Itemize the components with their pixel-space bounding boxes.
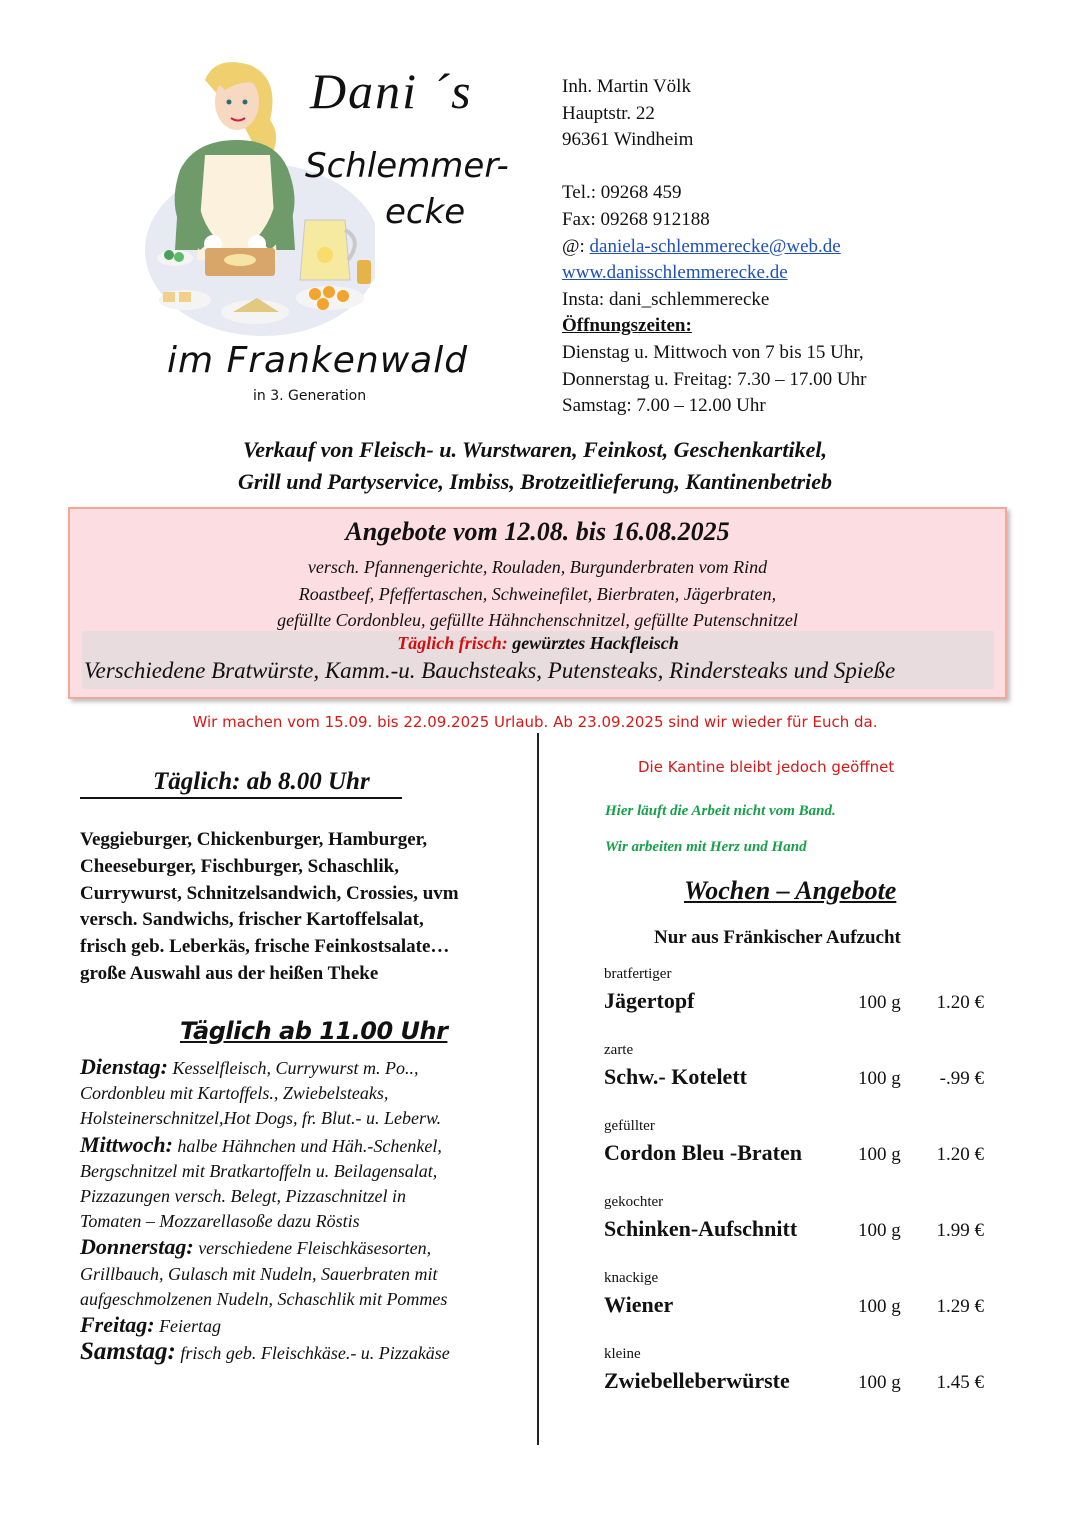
product-item [604, 1042, 1004, 1118]
menu-line: versch. Sandwichs, frischer Kartoffelsalat, [80, 909, 424, 931]
weekday-text-cont: Holsteinerschnitzel,Hot Dogs, fr. Blut.- u. Leberw. [80, 1108, 442, 1129]
product-description: zarte [604, 1042, 634, 1058]
weekday-name: Samstag: [80, 1338, 176, 1366]
product-unit: 100 g [858, 1372, 901, 1393]
product-price: 1.99 € [936, 1220, 984, 1241]
street: Hauptstr. 22 [562, 102, 655, 124]
weekday-text-cont: Tomaten – Mozzarellasoße dazu Röstis [80, 1211, 360, 1232]
daily-title [80, 768, 402, 799]
weekday-menu [80, 1054, 536, 1366]
product-price: 1.20 € [936, 1144, 984, 1165]
city: 96361 Windheim [562, 129, 694, 151]
product-item [604, 1346, 1004, 1422]
logo-title-schlemmer: Schlemmer- [305, 146, 509, 186]
website-link[interactable]: www.danisschlemmerecke.de [562, 262, 788, 284]
product-name: Schw.- Kotelett [604, 1064, 747, 1089]
daily-menu [80, 827, 530, 988]
email-prefix: @: [562, 235, 590, 257]
opening-hours-line: Dienstag u. Mittwoch von 7 bis 15 Uhr, [562, 341, 864, 363]
offer-box [68, 507, 1007, 699]
product-name: Wiener [604, 1292, 674, 1317]
website-line [562, 260, 982, 287]
logo-title-ecke: ecke [385, 192, 466, 232]
email-link[interactable]: daniela-schlemmerecke@web.de [589, 235, 841, 257]
product-price: 1.20 € [936, 992, 984, 1013]
weekday-text-cont: Pizzazungen versch. Belegt, Pizzaschnitzel in [80, 1186, 406, 1207]
product-list [604, 966, 1004, 1422]
daily-title-text: Täglich: ab 8.00 Uhr [153, 768, 370, 795]
menu-line: große Auswahl aus der heißen Theke [80, 962, 379, 984]
weekday-name: Donnerstag: [80, 1234, 194, 1260]
product-unit: 100 g [858, 1296, 901, 1317]
daily-fresh-item: gewürztes Hackfleisch [507, 633, 679, 653]
product-item [604, 1194, 1004, 1270]
weekday-text: halbe Hähnchen und Häh.-Schenkel, [172, 1135, 442, 1156]
product-name: Zwiebelleberwürste [604, 1368, 790, 1393]
product-description: kleine [604, 1346, 641, 1362]
product-item [604, 1270, 1004, 1346]
tagline [0, 434, 1070, 498]
weekday-name: Freitag: [80, 1312, 155, 1338]
vacation-notice: Wir machen vom 15.09. bis 22.09.2025 Urlaub. Ab 23.09.2025 sind wir wieder für Euch da. [192, 713, 878, 731]
daily-fresh-line [82, 633, 994, 654]
product-description: knackige [604, 1270, 659, 1286]
product-price: -.99 € [939, 1068, 984, 1089]
offer-line: gefüllte Cordonbleu, gefüllte Hähnchenschnitzel, gefüllte Putenschnitzel [277, 610, 798, 630]
weekday-entry [80, 1339, 536, 1366]
product-price: 1.29 € [936, 1296, 984, 1317]
motto-line: Wir arbeiten mit Herz und Hand [605, 839, 807, 855]
weekday-entry [80, 1234, 536, 1261]
lunch-title: Täglich ab 11.00 Uhr [180, 1017, 448, 1045]
column-divider [537, 733, 539, 1445]
daily-fresh-label: Täglich frisch: [397, 633, 508, 653]
logo-generation: in 3. Generation [253, 388, 367, 404]
product-unit: 100 g [858, 1144, 901, 1165]
weekly-offers-title: Wochen – Angebote [684, 876, 897, 905]
weekday-entry [80, 1054, 536, 1081]
motto-line: Hier läuft die Arbeit nicht vom Band. [605, 803, 836, 819]
tagline-line: Verkauf von Fleisch- u. Wurstwaren, Feinkost, Geschenkartikel, [243, 437, 827, 462]
canteen-notice: Die Kantine bleibt jedoch geöffnet [638, 758, 895, 776]
opening-hours-title: Öffnungszeiten: [562, 315, 692, 337]
email-line [562, 234, 982, 261]
product-description: bratfertiger [604, 966, 672, 982]
contact-block [562, 74, 982, 420]
weekday-text: frisch geb. Fleischkäse.- u. Pizzakäse [175, 1343, 450, 1364]
weekday-text-cont: Bergschnitzel mit Bratkartoffeln u. Beilagensalat, [80, 1160, 438, 1181]
opening-hours-line: Donnerstag u. Freitag: 7.30 – 17.00 Uhr [562, 368, 867, 390]
logo-title-frankenwald: im Frankenwald [167, 340, 469, 381]
product-description: gefüllter [604, 1118, 655, 1134]
product-name: Schinken-Aufschnitt [604, 1216, 798, 1241]
product-name: Cordon Bleu -Braten [604, 1140, 802, 1165]
product-unit: 100 g [858, 1068, 901, 1089]
offer-title: Angebote vom 12.08. bis 16.08.2025 [345, 517, 730, 546]
weekday-text-cont: Grillbauch, Gulasch mit Nudeln, Sauerbraten mit [80, 1263, 438, 1284]
logo-title-dani: Dani ´s [310, 63, 473, 119]
offer-line: Roastbeef, Pfeffertaschen, Schweinefilet, Bierbraten, Jägerbraten, [298, 583, 777, 604]
fax: Fax: 09268 912188 [562, 208, 710, 230]
offer-line: versch. Pfannengerichte, Rouladen, Burgunderbraten vom Rind [307, 557, 768, 577]
steaks-line: Verschiedene Bratwürste, Kamm.-u. Bauchsteaks, Putensteaks, Rindersteaks und Spieße [84, 658, 896, 683]
menu-line: Veggieburger, Chickenburger, Hamburger, [80, 829, 428, 850]
product-item [604, 966, 1004, 1042]
product-price: 1.45 € [936, 1372, 984, 1393]
weekday-text-cont: aufgeschmolzenen Nudeln, Schaschlik mit Pommes [80, 1288, 448, 1309]
phone: Tel.: 09268 459 [562, 182, 682, 204]
opening-hours-line: Samstag: 7.00 – 12.00 Uhr [562, 395, 766, 417]
weekly-offers-subtitle: Nur aus Fränkischer Aufzucht [654, 927, 901, 948]
weekday-text: verschiedene Fleischkäsesorten, [193, 1238, 432, 1259]
product-description: gekochter [604, 1194, 664, 1210]
product-unit: 100 g [858, 1220, 901, 1241]
offer-items [70, 554, 1005, 634]
daily-fresh-panel [82, 631, 994, 689]
instagram: Insta: dani_schlemmerecke [562, 288, 770, 310]
menu-line: Currywurst, Schnitzelsandwich, Crossies, uvm [80, 882, 459, 904]
menu-line: frisch geb. Leberkäs, frische Feinkostsalate… [80, 936, 450, 958]
owner: Inh. Martin Völk [562, 76, 691, 97]
product-item [604, 1118, 1004, 1194]
weekday-entry [80, 1312, 536, 1339]
weekday-text: Kesselfleisch, Currywurst m. Po.., [168, 1058, 419, 1078]
logo [145, 60, 545, 420]
menu-line: Cheeseburger, Fischburger, Schaschlik, [80, 855, 399, 877]
weekday-entry [80, 1132, 536, 1159]
product-name: Jägertopf [604, 988, 695, 1013]
weekday-name: Mittwoch: [80, 1131, 173, 1157]
weekday-text: Feiertag [154, 1316, 222, 1337]
weekday-text-cont: Cordonbleu mit Kartoffels., Zwiebelsteaks, [80, 1083, 389, 1104]
product-unit: 100 g [858, 992, 901, 1013]
tagline-line: Grill und Partyservice, Imbiss, Brotzeitlieferung, Kantinenbetrieb [237, 469, 833, 494]
weekday-name: Dienstag: [80, 1054, 168, 1079]
